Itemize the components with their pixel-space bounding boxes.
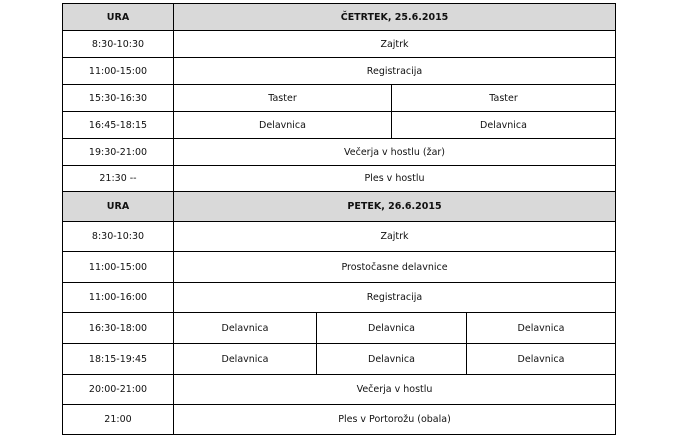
activity-cell: Delavnica bbox=[392, 112, 616, 139]
table-row bbox=[63, 283, 616, 313]
activity-cell: Večerja v hostlu bbox=[174, 375, 616, 405]
table-row bbox=[63, 112, 616, 139]
activity-cell: Registracija bbox=[174, 283, 616, 313]
time-column-header: URA bbox=[63, 192, 174, 222]
activity-cell: Zajtrk bbox=[174, 31, 616, 58]
table-row bbox=[63, 166, 616, 192]
time-cell: 16:45-18:15 bbox=[63, 112, 174, 139]
table-row bbox=[63, 252, 616, 283]
activity-cell: Delavnica bbox=[317, 344, 467, 375]
section-header-thursday bbox=[63, 4, 616, 31]
activity-cell: Prostočasne delavnice bbox=[174, 252, 616, 283]
activity-cell: Delavnica bbox=[467, 313, 616, 344]
time-column-header: URA bbox=[63, 4, 174, 31]
time-cell: 19:30-21:00 bbox=[63, 139, 174, 166]
activity-cell: Delavnica bbox=[174, 112, 392, 139]
activity-cell: Taster bbox=[174, 85, 392, 112]
time-cell: 20:00-21:00 bbox=[63, 375, 174, 405]
activity-cell: Taster bbox=[392, 85, 616, 112]
time-cell: 8:30-10:30 bbox=[63, 222, 174, 252]
table-row bbox=[63, 139, 616, 166]
table-row bbox=[63, 58, 616, 85]
table-row bbox=[63, 405, 616, 435]
section-header-friday bbox=[63, 192, 616, 222]
activity-cell: Delavnica bbox=[467, 344, 616, 375]
time-cell: 11:00-15:00 bbox=[63, 58, 174, 85]
table-row bbox=[63, 375, 616, 405]
time-cell: 21:30 -- bbox=[63, 166, 174, 192]
activity-cell: Večerja v hostlu (žar) bbox=[174, 139, 616, 166]
activity-cell: Ples v Portorožu (obala) bbox=[174, 405, 616, 435]
table-row bbox=[63, 85, 616, 112]
table-row bbox=[63, 222, 616, 252]
activity-cell: Ples v hostlu bbox=[174, 166, 616, 192]
day-header: PETEK, 26.6.2015 bbox=[174, 192, 616, 222]
time-cell: 18:15-19:45 bbox=[63, 344, 174, 375]
time-cell: 16:30-18:00 bbox=[63, 313, 174, 344]
table-row bbox=[63, 344, 616, 375]
table-row bbox=[63, 313, 616, 344]
day-header: ČETRTEK, 25.6.2015 bbox=[174, 4, 616, 31]
table-row bbox=[63, 31, 616, 58]
time-cell: 8:30-10:30 bbox=[63, 31, 174, 58]
activity-cell: Delavnica bbox=[174, 344, 317, 375]
schedule-table bbox=[62, 3, 616, 435]
activity-cell: Zajtrk bbox=[174, 222, 616, 252]
activity-cell: Delavnica bbox=[317, 313, 467, 344]
time-cell: 11:00-15:00 bbox=[63, 252, 174, 283]
activity-cell: Registracija bbox=[174, 58, 616, 85]
time-cell: 21:00 bbox=[63, 405, 174, 435]
time-cell: 11:00-16:00 bbox=[63, 283, 174, 313]
time-cell: 15:30-16:30 bbox=[63, 85, 174, 112]
activity-cell: Delavnica bbox=[174, 313, 317, 344]
